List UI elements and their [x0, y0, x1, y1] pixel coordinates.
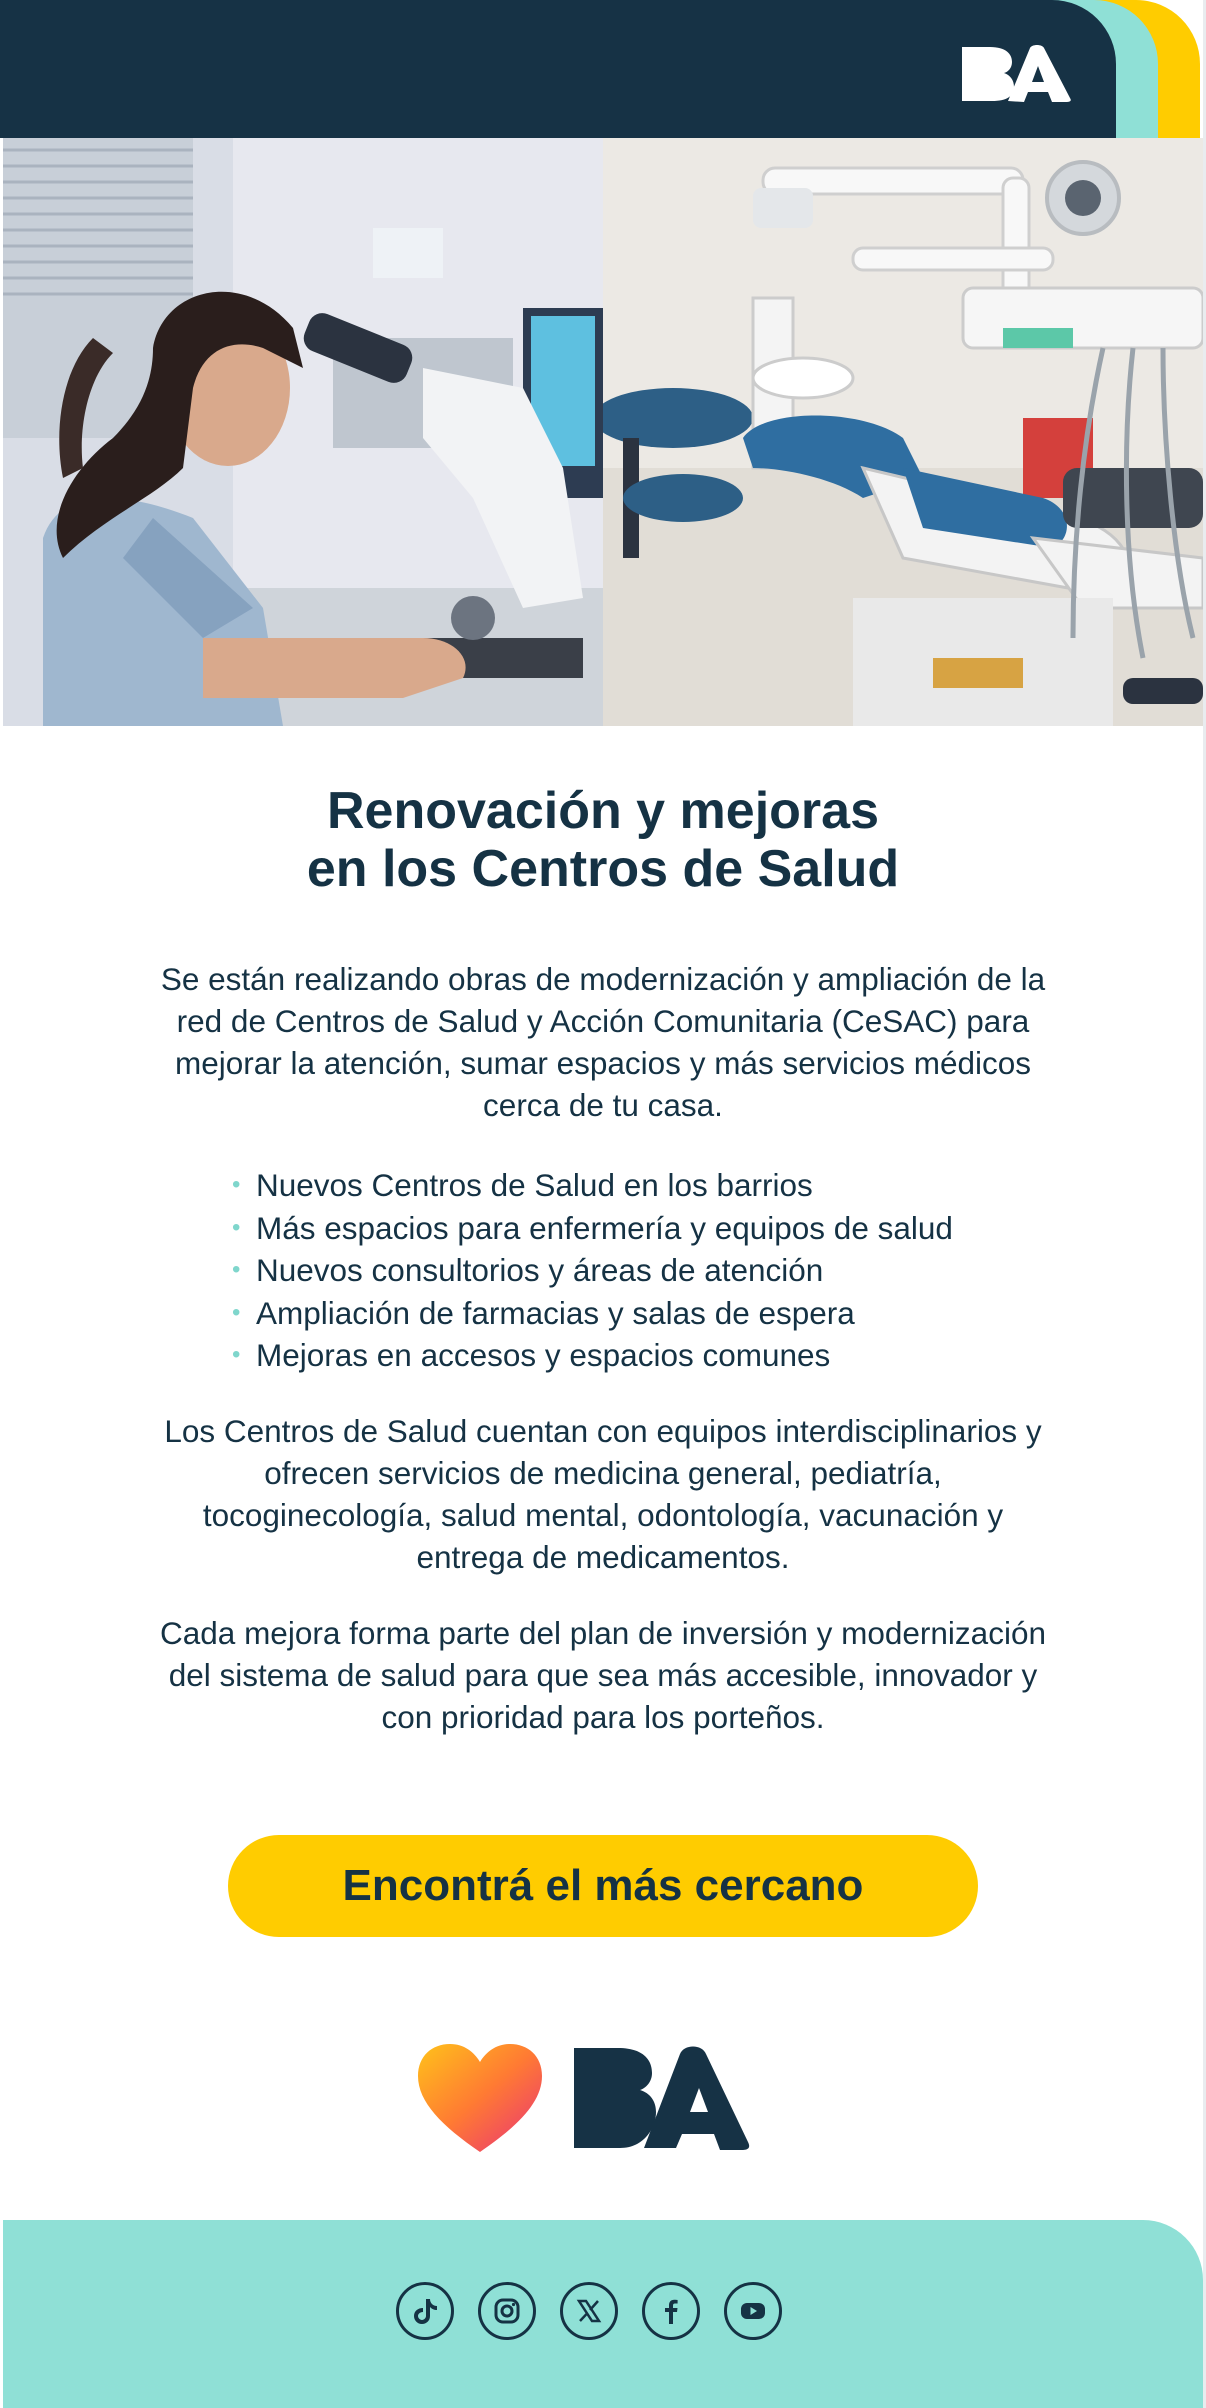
page-title [0, 782, 1206, 898]
ba-logo-footer[interactable] [574, 2047, 749, 2151]
hero-images [3, 138, 1203, 726]
dental-chair-photo [603, 138, 1203, 726]
heart-icon [418, 2044, 542, 2152]
title-line-2: en los Centros de Salud [306, 840, 900, 898]
investment-paragraph: Cada mejora forma parte del plan de inversión y modernización del sistema de salud para que sea más accesible, innovador y con prioridad para los porteños. [160, 1615, 1046, 1735]
bullet-icon: • [232, 1256, 241, 1283]
list-item: • Ampliación de farmacias y salas de espera [232, 1292, 953, 1335]
header-banner [0, 0, 1206, 138]
facebook-icon[interactable] [642, 2282, 700, 2340]
intro-paragraph: Se están realizando obras de modernización y ampliación de la red de Centros de Salud y Acción Comunitaria (CeSAC) para mejorar la atención, sumar espacios y más servicios médicos cerca de tu casa. [160, 961, 1046, 1123]
social-links [396, 2282, 782, 2340]
bullet-icon: • [232, 1341, 241, 1368]
lab-technician-microscope-photo [3, 138, 603, 726]
list-item: • Nuevos consultorios y áreas de atención [232, 1249, 953, 1292]
list-item: • Nuevos Centros de Salud en los barrios [232, 1164, 953, 1207]
youtube-icon[interactable] [724, 2282, 782, 2340]
instagram-icon[interactable] [478, 2282, 536, 2340]
find-nearest-button[interactable]: Encontrá el más cercano [228, 1835, 978, 1937]
bullet-icon: • [232, 1298, 241, 1326]
title-line-1: Renovación y mejoras [327, 782, 879, 840]
list-item: • Mejoras en accesos y espacios comunes [232, 1334, 953, 1377]
improvements-list [232, 1164, 953, 1377]
services-paragraph: Los Centros de Salud cuentan con equipos interdisciplinarios y ofrecen servicios de medicina general, pediatría, tocoginecología, salud mental, odontología, vacunación y entrega de medicamentos. [164, 1413, 1042, 1575]
tiktok-icon[interactable] [396, 2282, 454, 2340]
header-navy-band [0, 0, 1116, 138]
ba-logo[interactable] [960, 44, 1072, 107]
footer-brand [412, 2040, 772, 2165]
list-item: • Más espacios para enfermería y equipos de salud [232, 1207, 953, 1250]
bullet-icon: • [232, 1171, 241, 1198]
x-icon[interactable] [560, 2282, 618, 2340]
bullet-icon: • [232, 1213, 241, 1241]
